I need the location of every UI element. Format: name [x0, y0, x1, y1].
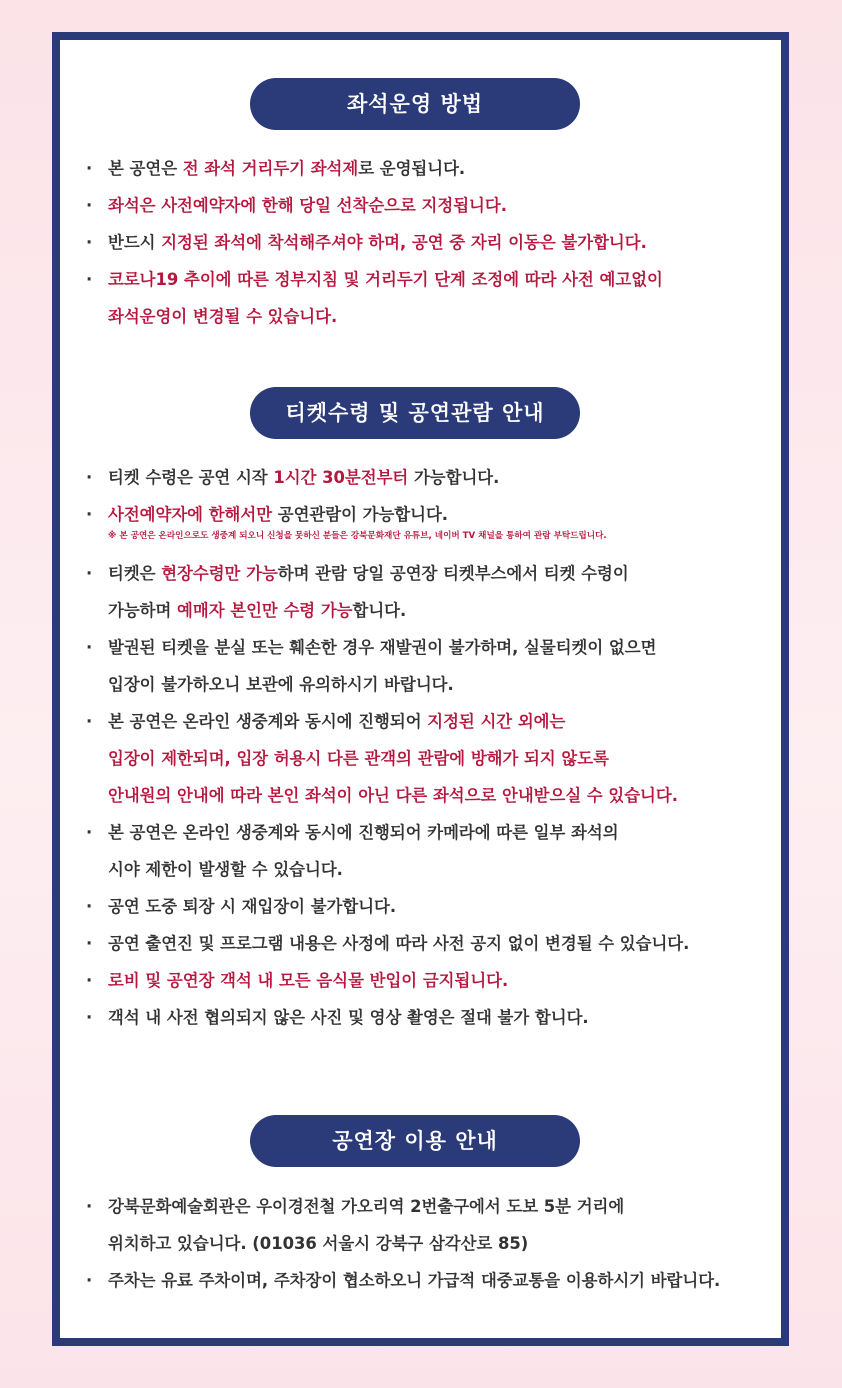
list-item: · 본 공연은 온라인 생중계와 동시에 진행되어 카메라에 따른 일부 좌석의: [82, 814, 769, 851]
livestream-note: ※ 본 공연은 온라인으로도 생중계 되오니 신청을 못하신 분들은 강북문화재단 유튜브, 네이버 TV 채널을 통하여 관람 부탁드립니다.: [108, 531, 607, 541]
list-item: · 티켓은 현장수령만 가능하며 관람 당일 공연장 티켓부스에서 티켓 수령이: [82, 555, 769, 592]
list-item-continuation: 좌석운영이 변경될 수 있습니다.: [108, 307, 338, 326]
seating-list: [82, 150, 769, 335]
list-item-continuation: 가능하며 예매자 본인만 수령 가능합니다.: [108, 601, 407, 620]
venue-list: [82, 1188, 769, 1299]
list-item: · 공연 출연진 및 프로그램 내용은 사정에 따라 사전 공지 없이 변경될 수 있습니다.: [82, 925, 769, 962]
ticket-list: [82, 459, 769, 1036]
list-item-continuation: 안내원의 안내에 따라 본인 좌석이 아닌 다른 좌석으로 안내받으실 수 있습니다.: [108, 786, 678, 805]
list-item: · 본 공연은 온라인 생중계와 동시에 진행되어 지정된 시간 외에는: [82, 703, 769, 740]
list-item: · 반드시 지정된 좌석에 착석해주셔야 하며, 공연 중 자리 이동은 불가합니다.: [82, 224, 769, 261]
list-item: · 주차는 유료 주차이며, 주차장이 협소하오니 가급적 대중교통을 이용하시기 바랍니다.: [82, 1262, 769, 1299]
list-item-continuation: 입장이 제한되며, 입장 허용시 다른 관객의 관람에 방해가 되지 않도록: [108, 749, 609, 768]
section-title-ticket: 티켓수령 및 공연관람 안내: [250, 387, 580, 439]
list-item: · 객석 내 사전 협의되지 않은 사진 및 영상 촬영은 절대 불가 합니다.: [82, 999, 769, 1036]
list-item: · 코로나19 추이에 따른 정부지침 및 거리두기 단계 조정에 따라 사전 예고없이: [82, 261, 769, 298]
list-item: · 티켓 수령은 공연 시작 1시간 30분전부터 가능합니다.: [82, 459, 769, 496]
list-item: · 사전예약자에 한해서만 공연관람이 가능합니다.: [82, 496, 769, 533]
list-item: · 본 공연은 전 좌석 거리두기 좌석제로 운영됩니다.: [82, 150, 769, 187]
list-item-continuation: 시야 제한이 발생할 수 있습니다.: [108, 860, 343, 879]
list-item: · 공연 도중 퇴장 시 재입장이 불가합니다.: [82, 888, 769, 925]
list-item: · 좌석은 사전예약자에 한해 당일 선착순으로 지정됩니다.: [82, 187, 769, 224]
list-item-continuation: 입장이 불가하오니 보관에 유의하시기 바랍니다.: [108, 675, 454, 694]
list-item-continuation: 위치하고 있습니다. (01036 서울시 강북구 삼각산로 85): [108, 1234, 529, 1253]
notice-frame: [52, 32, 789, 1346]
section-title-venue: 공연장 이용 안내: [250, 1115, 580, 1167]
list-item: · 로비 및 공연장 객석 내 모든 음식물 반입이 금지됩니다.: [82, 962, 769, 999]
section-title-seating: 좌석운영 방법: [250, 78, 580, 130]
list-item: · 강북문화예술회관은 우이경전철 가오리역 2번출구에서 도보 5분 거리에: [82, 1188, 769, 1225]
list-item: · 발권된 티켓을 분실 또는 훼손한 경우 재발권이 불가하며, 실물티켓이 없으면: [82, 629, 769, 666]
